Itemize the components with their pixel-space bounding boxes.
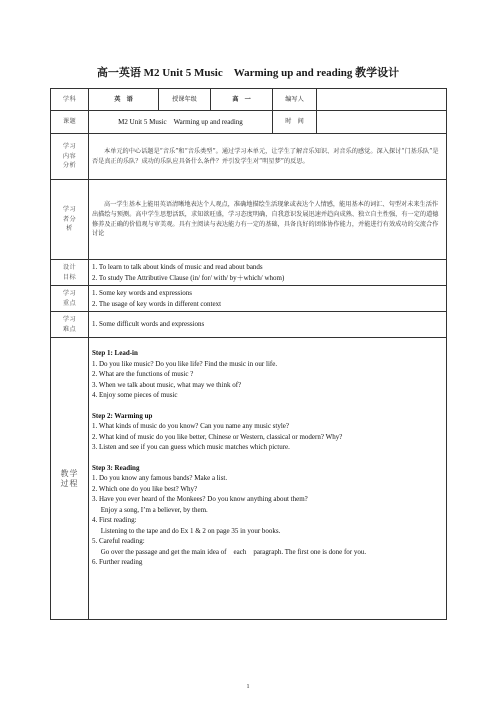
- key-point-item: 1. Some key words and expressions: [92, 289, 192, 297]
- author-label: 编写人: [273, 89, 317, 111]
- step-line: 5. Careful reading:: [92, 537, 145, 545]
- learner-analysis-text: 高一学生基本上能用英语清晰地表达个人观点，准确地描绘生活现象或表达个人情感，能用基本的词汇、句型对未来生活作出描绘与预测。高中学生思想活跃，求知欲旺盛，学习态度明确，自我意识发展迅速并趋向成熟、独立自主性强，有一定的道德修养及正确的价值观与审美观。具有主阅读与表达能力有一定的基础，具备良好的团体协作能力，并能进行有效成功的交流合作讨论: [89, 180, 447, 260]
- topic-label: 课题: [51, 111, 89, 134]
- grade-label: 授课年级: [159, 89, 211, 111]
- difficulty-item: 1. Some difficult words and expressions: [89, 312, 447, 338]
- content-analysis-text: 本单元的中心话题是“音乐”和“音乐类型”。通过学习本单元，让学生了解音乐知识、对音乐的感觉。深入探讨“门基乐队”是否是真正的乐队？成功的乐队应具备什么条件？并引发学生对“明星梦”的反思。: [89, 134, 447, 180]
- step-line: 4. Enjoy some pieces of music: [92, 391, 178, 399]
- author-value: [317, 89, 447, 111]
- step-line: Go over the passage and get the main idea of each paragraph. The first one is done for you.: [92, 547, 367, 556]
- time-value: [317, 111, 447, 134]
- step-line: 1. Do you know any famous bands? Make a list.: [92, 474, 228, 482]
- document-title: 高一英语 M2 Unit 5 Music Warming up and reading 教学设计: [96, 67, 400, 79]
- content-analysis-label: 学习 内容 分析: [51, 134, 89, 180]
- row-difficulties: [51, 312, 447, 338]
- row-content-analysis: [51, 134, 447, 180]
- row-subject: [51, 89, 447, 111]
- objectives-list: [89, 260, 447, 286]
- step-line: 6. Further reading: [92, 558, 143, 566]
- objective-item: 2. To study The Attributive Clause (in/ for/ with/ by＋which/ whom): [92, 273, 285, 282]
- key-points-list: [89, 286, 447, 312]
- lesson-plan-table: [50, 88, 447, 620]
- row-process: [51, 338, 447, 620]
- step-line: 3. Listen and see if you can guess which music matches which picture.: [92, 443, 290, 451]
- step-line: 3. When we talk about music, what may we think of?: [92, 380, 242, 389]
- step-title: Step 3: Reading: [92, 463, 140, 472]
- step-line: 2. Which one do you like best? Why?: [92, 484, 198, 493]
- step-line: 1. What kinds of music do you know? Can you name any music style?: [92, 422, 290, 430]
- learner-analysis-label: 学习 者分 析: [51, 180, 89, 260]
- step-line: 4. First reading:: [92, 516, 137, 524]
- objective-item: 1. To learn to talk about kinds of music and read about bands: [92, 263, 263, 271]
- process-label: 教学 过程: [51, 338, 89, 620]
- step-title: Step 2: Warming up: [92, 411, 153, 420]
- process-content: [89, 338, 447, 620]
- topic-value: M2 Unit 5 Music Warming up and reading: [89, 111, 273, 134]
- step-title: Step 1: Lead-in: [92, 349, 138, 357]
- step-line: Listening to the tape and do Ex 1 & 2 on page 35 in your books.: [92, 526, 281, 535]
- difficulties-label: 学习 难点: [51, 312, 89, 338]
- page-number: 1: [246, 684, 250, 690]
- row-topic: [51, 111, 447, 134]
- subject-label: 学科: [51, 89, 89, 111]
- row-objectives: [51, 260, 447, 286]
- step-line: 3. Have you ever heard of the Monkees? Do you know anything about them?: [92, 495, 308, 503]
- objectives-label: 设计 目标: [51, 260, 89, 286]
- key-points-label: 学习 重点: [51, 286, 89, 312]
- row-learner-analysis: [51, 180, 447, 260]
- step-line: Enjoy a song, I’m a believer, by them.: [92, 505, 208, 514]
- step-line: 2. What are the functions of music ?: [92, 370, 194, 378]
- row-key-points: [51, 286, 447, 312]
- grade-value: 高 一: [211, 89, 273, 111]
- time-label: 时 间: [273, 111, 317, 134]
- step-line: 1. Do you like music? Do you like life? Find the music in our life.: [92, 359, 278, 368]
- subject-value: 英 语: [89, 89, 159, 111]
- key-point-item: 2. The usage of key words in different context: [92, 299, 222, 308]
- step-line: 2. What kind of music do you like better, Chinese or Western, classical or modern? Why?: [92, 432, 343, 441]
